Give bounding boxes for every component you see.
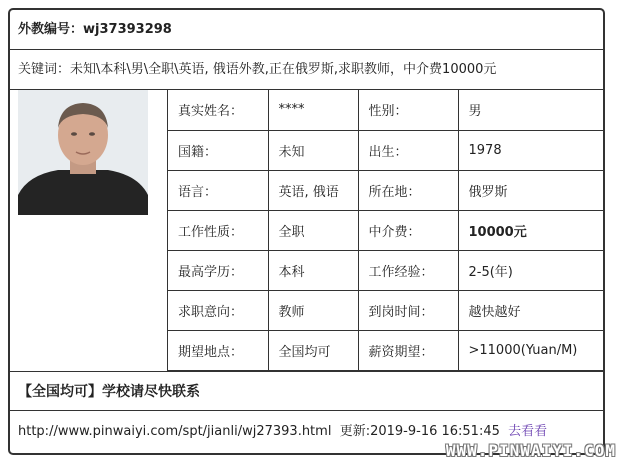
education-label: 最高学历： [168, 250, 268, 290]
location-label: 所在地： [358, 170, 458, 210]
experience-value: 2-5(年) [458, 250, 605, 290]
table-row [168, 130, 605, 170]
name-value: **** [268, 90, 358, 130]
table-row [168, 330, 605, 370]
info-table [168, 90, 605, 371]
desired-location-label: 期望地点： [168, 330, 268, 370]
birth-label: 出生： [358, 130, 458, 170]
agency-fee-label: 中介费： [358, 210, 458, 250]
name-label: 真实姓名： [168, 90, 268, 130]
teacher-profile-card [8, 8, 605, 455]
work-type-label: 工作性质： [168, 210, 268, 250]
keywords-row: 关键词：未知\本科\男\全职\英语, 俄语外教,正在俄罗斯,求职教师，中介费10000元 [10, 50, 603, 90]
table-row [168, 210, 605, 250]
birth-value: 1978 [458, 130, 605, 170]
language-value: 英语, 俄语 [268, 170, 358, 210]
work-type-value: 全职 [268, 210, 358, 250]
table-row [168, 90, 605, 130]
teacher-id-row [10, 10, 603, 50]
gender-value: 男 [458, 90, 605, 130]
portrait-image [18, 90, 148, 215]
location-value: 俄罗斯 [458, 170, 605, 210]
start-time-value: 越快越好 [458, 290, 605, 330]
gender-label: 性别： [358, 90, 458, 130]
agency-fee-value: 10000元 [458, 210, 605, 250]
education-value: 本科 [268, 250, 358, 290]
table-row [168, 290, 605, 330]
experience-label: 工作经验： [358, 250, 458, 290]
job-intent-label: 求职意向： [168, 290, 268, 330]
updated-time: 更新:2019-9-16 16:51:45 [339, 424, 500, 439]
job-intent-value: 教师 [268, 290, 358, 330]
contact-note: 【全国均可】学校请尽快联系 [10, 371, 603, 411]
teacher-id: wj37393298 [83, 22, 172, 37]
desired-location-value: 全国均可 [268, 330, 358, 370]
salary-label: 薪资期望： [358, 330, 458, 370]
table-row [168, 250, 605, 290]
salary-value: >11000(Yuan/M) [458, 330, 605, 370]
teacher-id-label: 外教编号： [18, 22, 84, 37]
table-row [168, 170, 605, 210]
site-watermark: WWW.PINWAIYI.COM [445, 441, 616, 460]
start-time-label: 到岗时间： [358, 290, 458, 330]
teacher-photo [18, 90, 148, 215]
nationality-value: 未知 [268, 130, 358, 170]
nationality-label: 国籍： [168, 130, 268, 170]
profile-url[interactable]: http://www.pinwaiyi.com/spt/jianli/wj27393.html [18, 424, 332, 439]
language-label: 语言： [168, 170, 268, 210]
view-more-link[interactable]: 去看看 [508, 424, 548, 439]
